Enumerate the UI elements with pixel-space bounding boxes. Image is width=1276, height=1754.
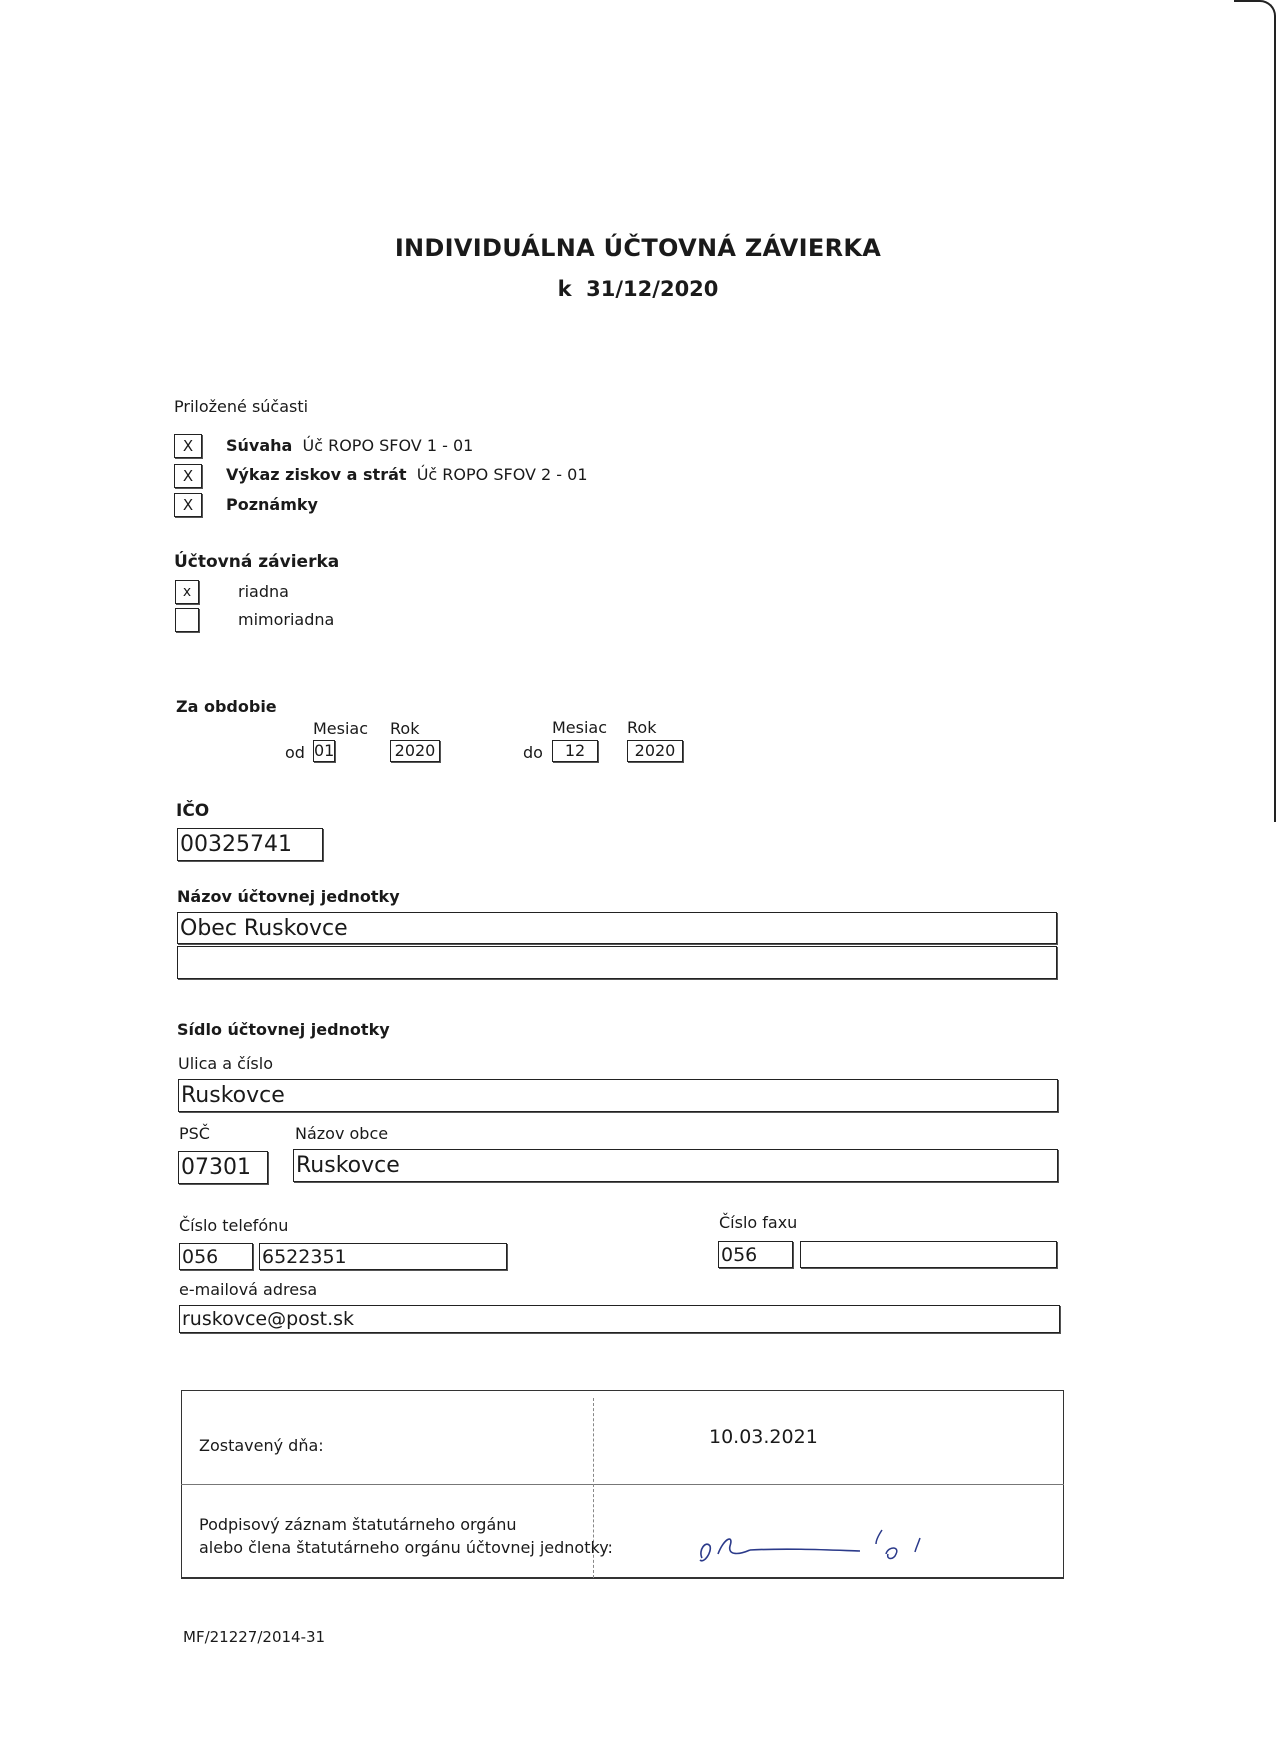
phone-prefix-field[interactable]: 056 (179, 1243, 253, 1270)
attachment-code: Úč ROPO SFOV 1 - 01 (302, 436, 474, 455)
signature-image (690, 1520, 940, 1570)
phone-number-field[interactable]: 6522351 (259, 1243, 507, 1270)
attachments-heading: Priložené súčasti (174, 397, 309, 416)
period-to-month-field[interactable]: 12 (552, 740, 598, 762)
period-from-year-label: Rok (390, 719, 420, 738)
period-from-year-field[interactable]: 2020 (390, 740, 440, 762)
closing-type-label-riadna: riadna (238, 582, 289, 601)
period-to-month-label: Mesiac (552, 718, 608, 737)
street-label: Ulica a číslo (178, 1054, 273, 1073)
period-to-year-label: Rok (627, 718, 657, 737)
ico-field[interactable]: 00325741 (177, 828, 323, 861)
period-to-year-field[interactable]: 2020 (627, 740, 683, 762)
attachment-checkbox-vykaz[interactable]: X (174, 464, 202, 488)
attachment-checkbox-suvaha[interactable]: X (174, 434, 202, 458)
unit-name-line1-field[interactable]: Obec Ruskovce (177, 912, 1057, 944)
closing-type-checkbox-mimoriadna[interactable] (175, 608, 199, 632)
fax-number-field[interactable] (800, 1241, 1057, 1268)
ico-label: IČO (176, 801, 210, 821)
period-from-month-label: Mesiac (313, 719, 369, 738)
psc-label: PSČ (179, 1124, 210, 1143)
address-heading: Sídlo účtovnej jednotky (177, 1020, 390, 1039)
page-edge-mark (1234, 0, 1276, 822)
signature-label-line1: Podpisový záznam štatutárneho orgánu (199, 1515, 517, 1534)
table-top-border (181, 1390, 1064, 1391)
table-bottom-border (181, 1577, 1064, 1579)
table-middle-divider (181, 1484, 1064, 1485)
closing-type-label-mimoriadna: mimoriadna (238, 610, 335, 629)
attachment-item-suvaha (226, 436, 473, 455)
period-heading: Za obdobie (176, 697, 277, 716)
closing-type-heading: Účtovná závierka (174, 552, 340, 572)
phone-label: Číslo telefónu (179, 1216, 289, 1235)
city-label: Názov obce (295, 1124, 389, 1143)
street-field[interactable]: Ruskovce (178, 1079, 1058, 1112)
attachment-code: Úč ROPO SFOV 2 - 01 (416, 465, 588, 484)
unit-name-label: Názov účtovnej jednotky (177, 887, 400, 906)
closing-type-checkbox-riadna[interactable]: x (175, 580, 199, 604)
fax-label: Číslo faxu (719, 1213, 798, 1232)
psc-field[interactable]: 07301 (178, 1151, 268, 1184)
attachment-name: Poznámky (226, 495, 318, 514)
attachment-name: Výkaz ziskov a strát (226, 465, 407, 484)
fax-prefix-field[interactable]: 056 (718, 1241, 793, 1268)
period-from-label: od (285, 743, 305, 762)
attachment-name: Súvaha (226, 436, 293, 455)
signature-label-line2: alebo člena štatutárneho orgánu účtovnej jednotky: (199, 1538, 613, 1557)
attachment-checkbox-poznamky[interactable]: X (174, 493, 202, 517)
attachment-item-vykaz (226, 465, 588, 484)
unit-name-line2-field[interactable] (177, 946, 1057, 979)
document-date: k 31/12/2020 (557, 277, 719, 301)
period-from-month-field[interactable]: 01 (314, 741, 335, 760)
date-value: 10.03.2021 (709, 1426, 818, 1448)
period-to-label: do (523, 743, 543, 762)
email-label: e-mailová adresa (179, 1280, 318, 1299)
date-label: Zostavený dňa: (199, 1436, 324, 1455)
document-title: INDIVIDUÁLNA ÚČTOVNÁ ZÁVIERKA (394, 234, 882, 262)
form-code: MF/21227/2014-31 (183, 1628, 326, 1646)
attachment-item-poznamky (226, 495, 318, 514)
city-field[interactable]: Ruskovce (293, 1149, 1058, 1182)
email-field[interactable]: ruskovce@post.sk (179, 1305, 1060, 1333)
